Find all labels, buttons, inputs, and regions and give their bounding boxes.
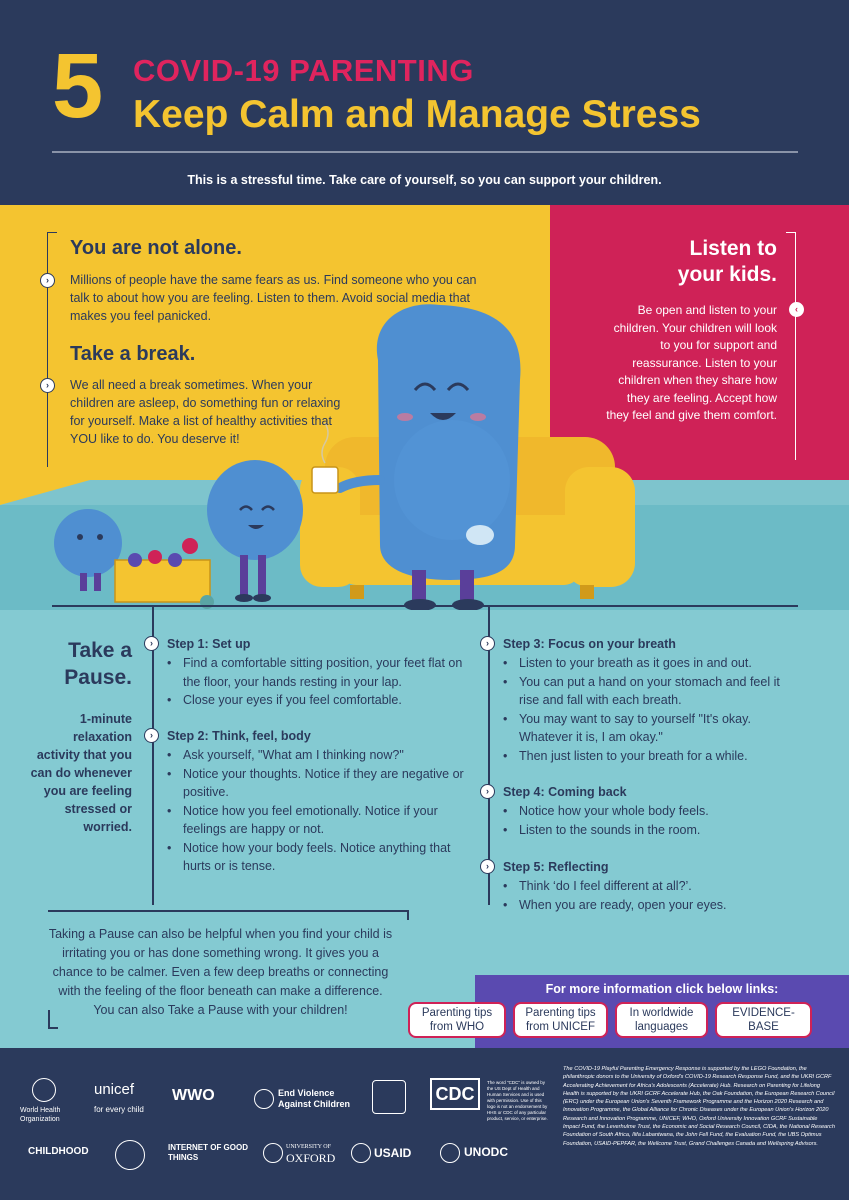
listen-body: Be open and listen to your children. Your children will look to you for support and reassurance. Listen to your children when they share how they are feeling. Accept how they feel and give them comfort.: [606, 303, 777, 422]
unicef-logo: unicef: [94, 1081, 135, 1098]
link-label: from UNICEF: [525, 1021, 595, 1033]
usaid-seal-icon: [351, 1143, 371, 1163]
oxford-logo: [286, 1143, 335, 1165]
arrow-icon: ‹: [789, 302, 804, 317]
listen-heading-line1: Listen to: [689, 237, 777, 260]
list-item: • You can put a hand on your stomach and feel it rise and fall with each breath.: [503, 673, 802, 710]
not-alone-body: Millions of people have the same fears as us. Find someone who you can talk to about how you are feeling. Listen to them. Avoid social media that makes you feel panicked.: [70, 273, 477, 323]
step-list: [482, 877, 802, 914]
closing-bracket: [48, 1027, 58, 1029]
section-divider: [52, 605, 798, 607]
header-subtitle: COVID-19 PARENTING: [133, 53, 474, 88]
who-logo: [20, 1106, 60, 1124]
closing-divider: [48, 910, 408, 912]
page-title: Keep Calm and Manage Stress: [133, 93, 701, 136]
arrow-icon: ›: [144, 636, 159, 651]
step-title: [482, 637, 802, 651]
end-violence-line1: End Violence: [278, 1088, 335, 1098]
arrow-icon: ›: [40, 378, 55, 393]
listen-heading: [577, 236, 777, 288]
step-title: [146, 729, 471, 743]
list-item: • Listen to your breath as it goes in and out.: [503, 654, 802, 673]
link-label: Parenting tips: [421, 1007, 493, 1019]
list-item: • When you are ready, open your eyes.: [503, 896, 802, 915]
list-item: • Then just listen to your breath for a while.: [503, 747, 802, 766]
closing-text: Taking a Pause can also be helpful when you find your child is irritating you or has done something wrong. It gives you a chance to be calmer. Even a few deep breaths or connecting with the feeling of the floor beneath can make a difference. You can also Take a Pause with your children!: [48, 927, 393, 1017]
arrow-icon: ›: [144, 728, 159, 743]
step-3: [482, 637, 802, 765]
list-item: • Think ‘do I feel different at all?’.: [503, 877, 802, 896]
tip-number: 5: [52, 35, 104, 137]
end-violence-logo: [278, 1088, 350, 1110]
end-violence-logo-icon: [254, 1089, 274, 1109]
list-item: • Listen to the sounds in the room.: [503, 821, 802, 840]
closing-bracket: [407, 910, 409, 920]
step-title: [482, 785, 802, 799]
cdc-disclaimer: The word "CDC" is owned by the US Dept of Health and Human Services and is used with permission. Use of this logo is not an endorsement by HHS or CDC of any particular product, service, or enterprise.: [487, 1080, 548, 1121]
who-logo-line1: World Health: [20, 1107, 61, 1114]
step-title-text: Step 2: Think, feel, body: [167, 729, 311, 743]
step-title: [482, 860, 802, 874]
step-5: [482, 860, 802, 914]
childhood-logo: CHILDHOOD: [28, 1146, 89, 1157]
link-label: from WHO: [429, 1021, 485, 1033]
link-label: In worldwide: [629, 1007, 694, 1019]
pause-subtitle: 1-minute relaxation activity that you can do whenever you are feeling stressed or worried.: [30, 712, 132, 834]
step-list: [146, 746, 471, 876]
arrow-icon: ›: [480, 784, 495, 799]
listen-heading-line2: your kids.: [677, 263, 777, 286]
unicef-parenting-tips-link[interactable]: [513, 1002, 608, 1038]
internet-of-good-things-logo: INTERNET OF GOOD THINGS: [168, 1143, 248, 1162]
oxford-line2: OXFORD: [286, 1151, 336, 1165]
languages-link[interactable]: [615, 1002, 708, 1038]
step-list: [482, 802, 802, 839]
cdc-logo: CDC: [430, 1078, 480, 1110]
unicef-tagline: for every child: [94, 1105, 144, 1114]
end-violence-line2: Against Children: [278, 1099, 351, 1109]
take-break-heading: Take a break.: [70, 343, 196, 365]
list-item: • Notice how you feel emotionally. Notice if your feelings are happy or not.: [167, 802, 471, 839]
step-title-text: Step 3: Focus on your breath: [503, 637, 676, 651]
list-item: • You may want to say to yourself "It's okay. Whatever it is, I am okay.": [503, 710, 802, 747]
step-title-text: Step 1: Set up: [167, 637, 251, 651]
arrow-icon: ›: [40, 273, 55, 288]
not-alone-heading: You are not alone.: [70, 237, 242, 259]
step-1: [146, 637, 466, 710]
list-item: • Find a comfortable sitting position, your feet flat on the floor, your hands resting in your lap.: [167, 654, 466, 691]
evidence-base-link[interactable]: [715, 1002, 812, 1038]
wwo-logo: WWO: [172, 1087, 215, 1104]
list-item: • Ask yourself, "What am I thinking now?": [167, 746, 471, 765]
who-parenting-tips-link[interactable]: [408, 1002, 506, 1038]
step-title-text: Step 4: Coming back: [503, 785, 627, 799]
pause-title: [40, 637, 132, 691]
usaid-logo: USAID: [374, 1146, 412, 1160]
who-logo-icon: [32, 1078, 56, 1102]
step-list: [146, 654, 466, 710]
step-2: [146, 729, 471, 876]
step-title: [146, 637, 466, 651]
parenting-lifelong-logo: [372, 1080, 406, 1114]
header: [0, 0, 849, 205]
list-item: • Close your eyes if you feel comfortable.: [167, 691, 466, 710]
take-break-body: We all need a break sometimes. When your children are asleep, do something fun or relaxing for yourself. Make a list of healthy activities that YOU like to do. You deserve it!: [70, 378, 341, 446]
yellow-bracket: [47, 232, 57, 467]
link-label: EVIDENCE-BASE: [732, 1007, 795, 1033]
list-item: • Notice your thoughts. Notice if they are negative or positive.: [167, 765, 471, 802]
list-item: • Notice how your whole body feels.: [503, 802, 802, 821]
link-label: Parenting tips: [525, 1007, 596, 1019]
oxford-crest-icon: [263, 1143, 283, 1163]
header-tagline: This is a stressful time. Take care of yourself, so you can support your children.: [187, 173, 662, 187]
links-title: For more information click below links:: [545, 982, 779, 996]
link-label: languages: [634, 1021, 689, 1033]
step-title-text: Step 5: Reflecting: [503, 860, 609, 874]
pause-title-line2: Pause.: [64, 666, 132, 689]
who-logo-line2: Organization: [20, 1116, 60, 1123]
arrow-icon: ›: [480, 636, 495, 651]
pause-title-line1: Take a: [68, 639, 132, 662]
step-4: [482, 785, 802, 839]
arrow-icon: ›: [480, 859, 495, 874]
pink-bracket: [786, 232, 796, 460]
step-list: [482, 654, 802, 765]
header-divider: [52, 151, 798, 153]
list-item: • Notice how your body feels. Notice anything that hurts or is tense.: [167, 839, 471, 876]
partner-seal-logo: [115, 1140, 145, 1170]
un-emblem-icon: [440, 1143, 460, 1163]
funding-credits: The COVID-19 Playful Parenting Emergency Response is supported by the LEGO Foundation, the philanthropic donors to the University of Oxford's COVID-19 Research Response Fund, and the UKRI GCRF Accelerating Achievement for Africa's Adolescents (Accelerate) Hub. Research on Parenting for Lifelong Health is supported by the UKRI GCRF Accelerate Hub, the Oak Foundation, the European Research Council (ERC) under the European Union's Seventh Framework Programme and the Horizon 2020 Research and Innovation Programme, the Global Alliance for Chronic Diseases under the European Union's Horizon 2020 Research and Innovation Programme, UNICEF, WHO, Oxford University Innovation GCRF Sustainable Impact Fund, the Leverhulme Trust, the Economic and Social Research Council, CIDA, the National Research Foundation of South Africa, Ilifa Labantwana, the John Fell Fund, the Evaluation Fund, the UBS Optimus Foundation, USAID-PEPFAR, the Wellcome Trust, Grand Challenges Canada and Wellspring Advisors.: [563, 1066, 835, 1147]
oxford-line1: UNIVERSITY OF: [286, 1144, 331, 1150]
unodc-logo: UNODC: [464, 1145, 508, 1159]
